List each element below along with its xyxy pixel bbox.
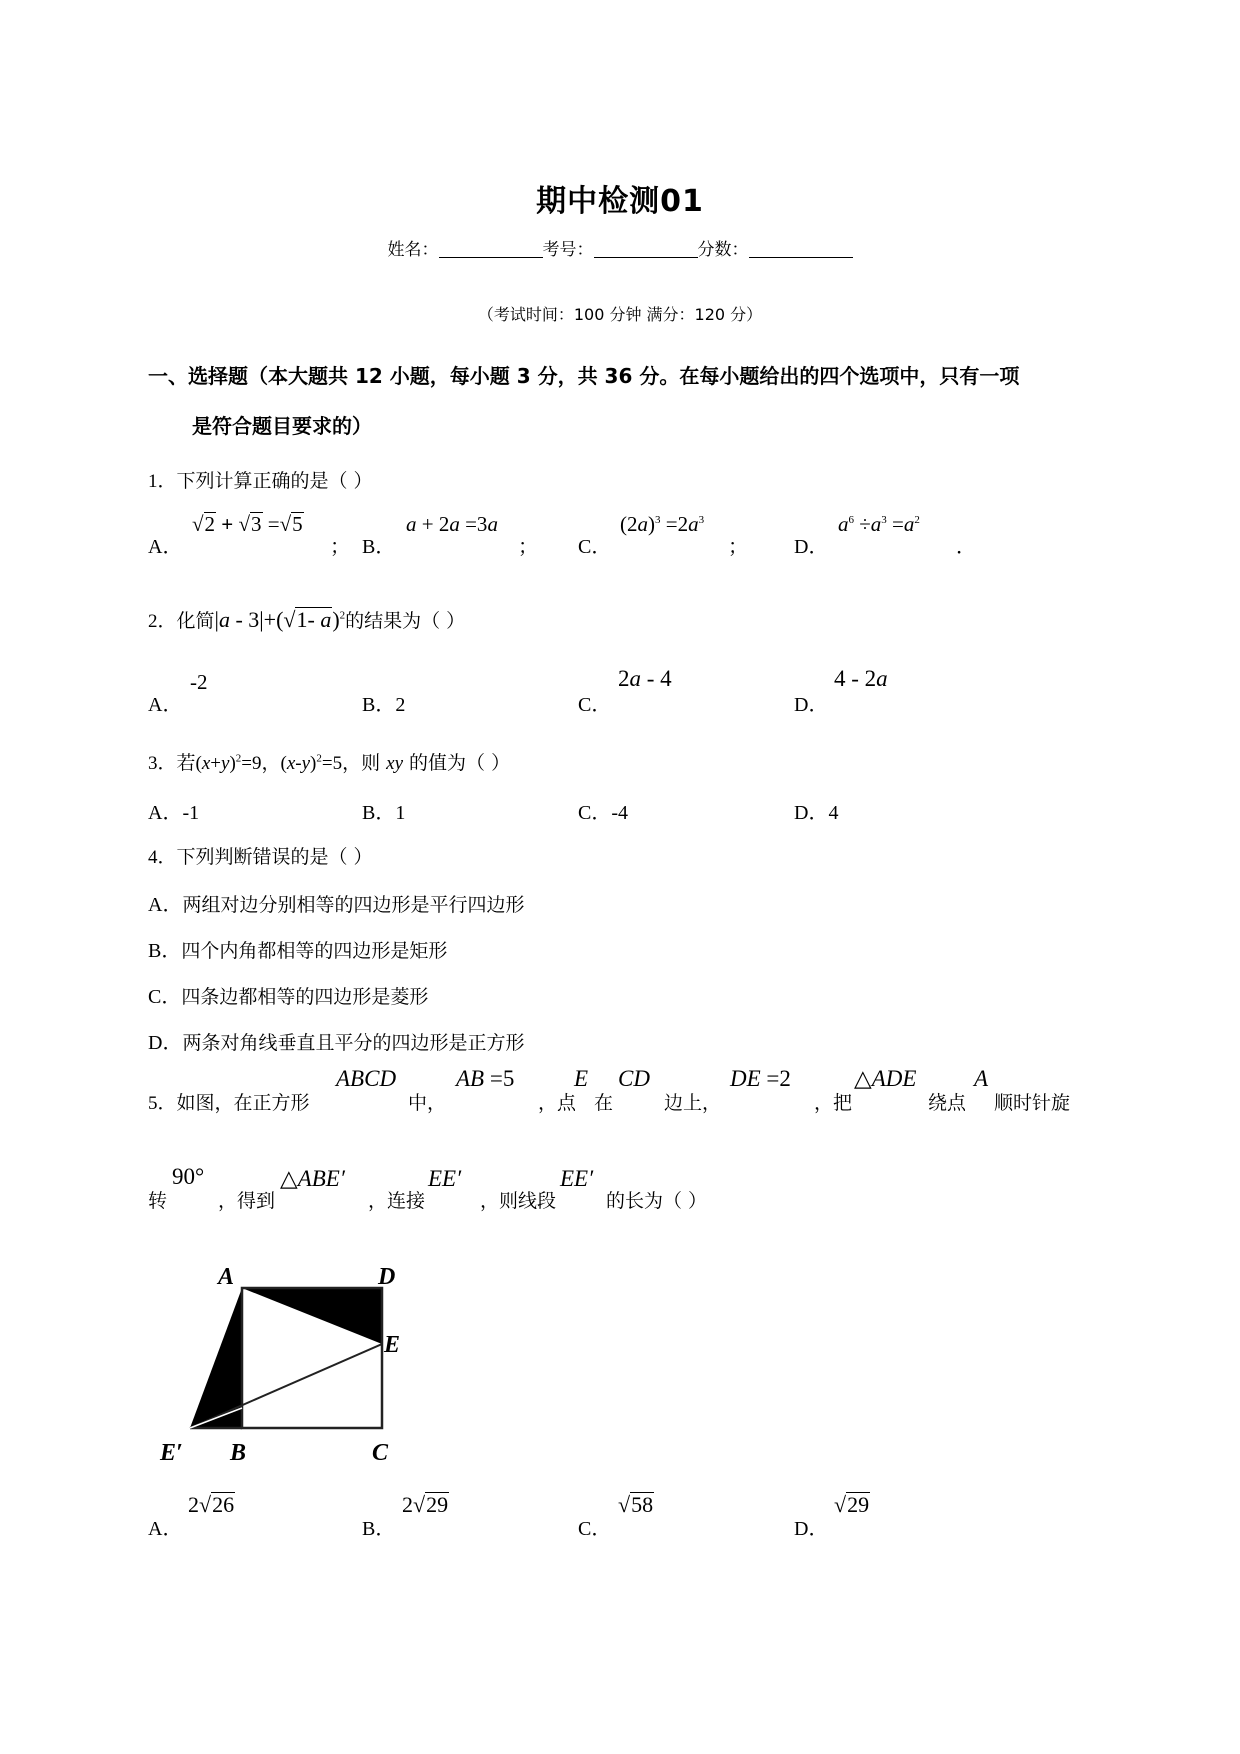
q1-option-d-expr: $a^6 \div a^3 =a^2$	[838, 512, 920, 536]
label-d: D	[378, 1264, 396, 1290]
q5-text: 顺时针旋	[994, 1092, 1071, 1114]
q2-option-b[interactable]: B．2	[362, 694, 406, 716]
id-label: 考号：	[542, 240, 594, 260]
label-a: A	[218, 1264, 235, 1290]
question-1-stem: 1．下列计算正确的是（ ）	[148, 470, 373, 492]
q5-math-de2: DE =2	[730, 1066, 791, 1091]
q5-option-d[interactable]: D．	[794, 1518, 829, 1540]
q5-text: 边上，	[664, 1092, 722, 1114]
q5-option-a-expr: 2√26	[188, 1492, 235, 1517]
label-b: B	[230, 1440, 247, 1464]
q3-option-d[interactable]: D．4	[794, 802, 839, 824]
q5-option-a[interactable]: A．	[148, 1518, 183, 1540]
q3-option-c[interactable]: C．-4	[578, 802, 629, 824]
q1-option-b-expr: a + 2a =3a	[406, 512, 498, 536]
q1-option-d[interactable]: D．	[794, 536, 829, 558]
q5-math-e: E	[574, 1066, 589, 1091]
q2-option-c-expr: 2a - 4	[618, 666, 672, 691]
q5-math-90deg: 90°	[172, 1164, 205, 1189]
score-label: 分数：	[697, 240, 749, 260]
question-4-stem: 4．下列判断错误的是（ ）	[148, 846, 373, 868]
name-label: 姓名：	[387, 240, 439, 260]
q4-option-b[interactable]: B．四个内角都相等的四边形是矩形	[148, 940, 448, 962]
q1-sep-c: ；	[728, 536, 748, 558]
q2-option-d-expr: 4 - 2a	[834, 666, 888, 691]
q5-text: 转	[148, 1190, 168, 1212]
q5-text: ，把	[814, 1092, 853, 1114]
q1-option-c-expr: $(2a)^3 =2a^3$	[620, 512, 705, 536]
q5-text: 中，	[408, 1092, 447, 1114]
label-e: E	[384, 1332, 401, 1358]
geometry-figure	[158, 1264, 408, 1464]
q5-option-b-expr: 2√29	[402, 1492, 449, 1517]
q1-option-c[interactable]: C．	[578, 536, 612, 558]
q5-math-ab5: AB =5	[456, 1066, 515, 1091]
q5-math-a: A	[974, 1066, 989, 1091]
student-info-line	[0, 235, 1240, 260]
exam-info: （考试时间：100 分钟 满分：120 分）	[477, 305, 763, 324]
q5-text: ，连接	[368, 1190, 426, 1212]
q5-option-d-expr: √29	[834, 1492, 870, 1517]
q1-option-b[interactable]: B．	[362, 536, 396, 558]
q1-sep-b: ；	[518, 536, 538, 558]
q5-text: ，则线段	[480, 1190, 557, 1212]
score-blank[interactable]	[749, 239, 853, 258]
question-5-stem-line1: 5．如图，在正方形	[148, 1092, 310, 1114]
q1-sep-d: ．	[956, 536, 976, 558]
q5-text: ，得到	[218, 1190, 276, 1212]
q5-math-ee: EE′	[428, 1166, 462, 1191]
q2-expression: |a - 3|+(√1- a)$^2$	[214, 607, 346, 632]
q1-option-a[interactable]: A．	[148, 536, 183, 558]
q1-option-a-expr: √2 + √3 =√5	[192, 512, 303, 536]
q2-option-a-expr: -2	[190, 670, 208, 694]
page-title: 期中检测01	[536, 184, 704, 219]
q5-option-c-expr: √58	[618, 1492, 654, 1517]
square-rotation-diagram	[158, 1264, 408, 1464]
q5-math-triangle-abe: △ABE′	[280, 1166, 345, 1191]
q5-math-cd: CD	[618, 1066, 650, 1091]
q5-text: ，点	[538, 1092, 577, 1114]
q2-option-c[interactable]: C．	[578, 694, 612, 716]
q5-math-ee: EE′	[560, 1166, 594, 1191]
name-blank[interactable]	[439, 239, 543, 258]
question-2-stem: 2．化简|a - 3|+(√1- a)$^2$的结果为（ ）	[148, 607, 466, 632]
id-blank[interactable]	[594, 239, 698, 258]
q5-text: 绕点	[928, 1092, 967, 1114]
q2-option-a[interactable]: A．	[148, 694, 183, 716]
q4-option-a[interactable]: A．两组对边分别相等的四边形是平行四边形	[148, 894, 525, 916]
q1-sep-a: ；	[330, 536, 350, 558]
q5-text: 在	[594, 1092, 614, 1114]
q4-option-c[interactable]: C．四条边都相等的四边形是菱形	[148, 986, 429, 1008]
q5-math-abcd: ABCD	[336, 1066, 397, 1091]
q2-option-d[interactable]: D．	[794, 694, 829, 716]
q5-math-triangle-ade: △ADE	[854, 1066, 917, 1091]
q3-option-b[interactable]: B．1	[362, 802, 406, 824]
question-3-stem: 3．若$(x+y)^2=9$，$(x-y)^2=5$，则 xy 的值为（ ）	[148, 752, 511, 774]
q5-text: 的长为（ ）	[606, 1190, 708, 1212]
label-c: C	[372, 1440, 389, 1464]
q4-option-d[interactable]: D．两条对角线垂直且平分的四边形是正方形	[148, 1032, 525, 1054]
section-heading-line2: 是符合题目要求的）	[192, 414, 372, 438]
q5-option-c[interactable]: C．	[578, 1518, 612, 1540]
q5-option-b[interactable]: B．	[362, 1518, 396, 1540]
q3-option-a[interactable]: A．-1	[148, 802, 200, 824]
section-heading-line1: 一、选择题（本大题共 12 小题，每小题 3 分，共 36 分。在每小题给出的四个选项中，只有一项	[148, 364, 1020, 388]
label-e-prime: E′	[160, 1440, 183, 1464]
